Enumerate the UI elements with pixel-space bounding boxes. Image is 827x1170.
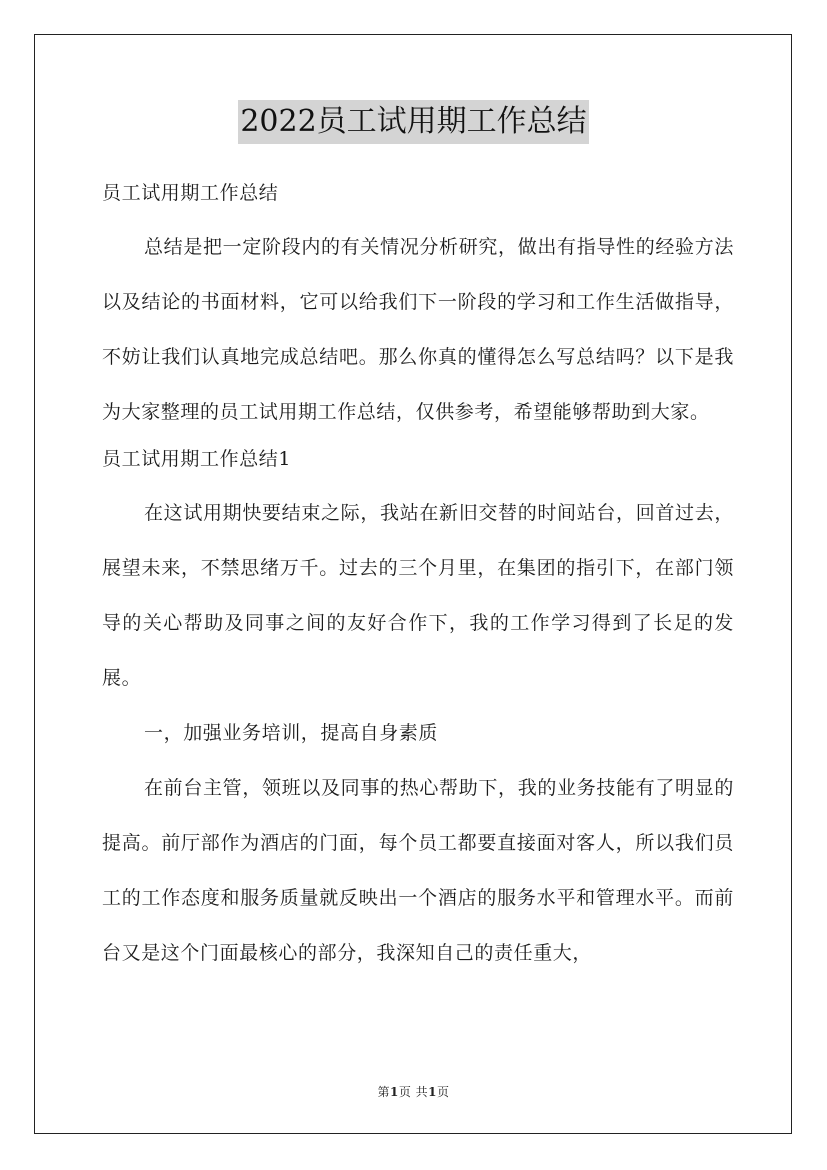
title-container bbox=[0, 100, 827, 144]
document-body bbox=[102, 174, 734, 981]
footer-page-number: 1 bbox=[389, 1085, 399, 1099]
document-title: 2022员工试用期工作总结 bbox=[238, 100, 588, 144]
main-heading: 员工试用期工作总结 bbox=[102, 182, 279, 204]
footer-suffix: 页 bbox=[437, 1085, 450, 1099]
section-1-paragraph-1: 在这试用期快要结束之际，我站在新旧交替的时间站台，回首过去，展望未来，不禁思绪万千。过去的三个月里，在集团的指引下，在部门领导的关心帮助及同事之间的友好合作下，我的工作学习得到了长足的发展。 bbox=[102, 502, 734, 689]
footer-mid: 页 共 bbox=[398, 1085, 429, 1099]
footer-prefix: 第 bbox=[377, 1085, 390, 1099]
subheading-1: 一，加强业务培训，提高自身素质 bbox=[144, 722, 439, 744]
footer-page-total: 1 bbox=[428, 1085, 438, 1099]
page-footer bbox=[0, 1083, 827, 1100]
section-1-paragraph-2: 在前台主管，领班以及同事的热心帮助下，我的业务技能有了明显的提高。前厅部作为酒店的门面，每个员工都要直接面对客人，所以我们员工的工作态度和服务质量就反映出一个酒店的服务水平和管理水平。而前台又是这个门面最核心的部分，我深知自己的责任重大， bbox=[102, 777, 734, 964]
section-heading-1: 员工试用期工作总结1 bbox=[102, 448, 292, 470]
intro-paragraph: 总结是把一定阶段内的有关情况分析研究，做出有指导性的经验方法以及结论的书面材料，它可以给我们下一阶段的学习和工作生活做指导，不妨让我们认真地完成总结吧。那么你真的懂得怎么写总结吗？以下是我为大家整理的员工试用期工作总结，仅供参考，希望能够帮助到大家。 bbox=[102, 236, 734, 423]
